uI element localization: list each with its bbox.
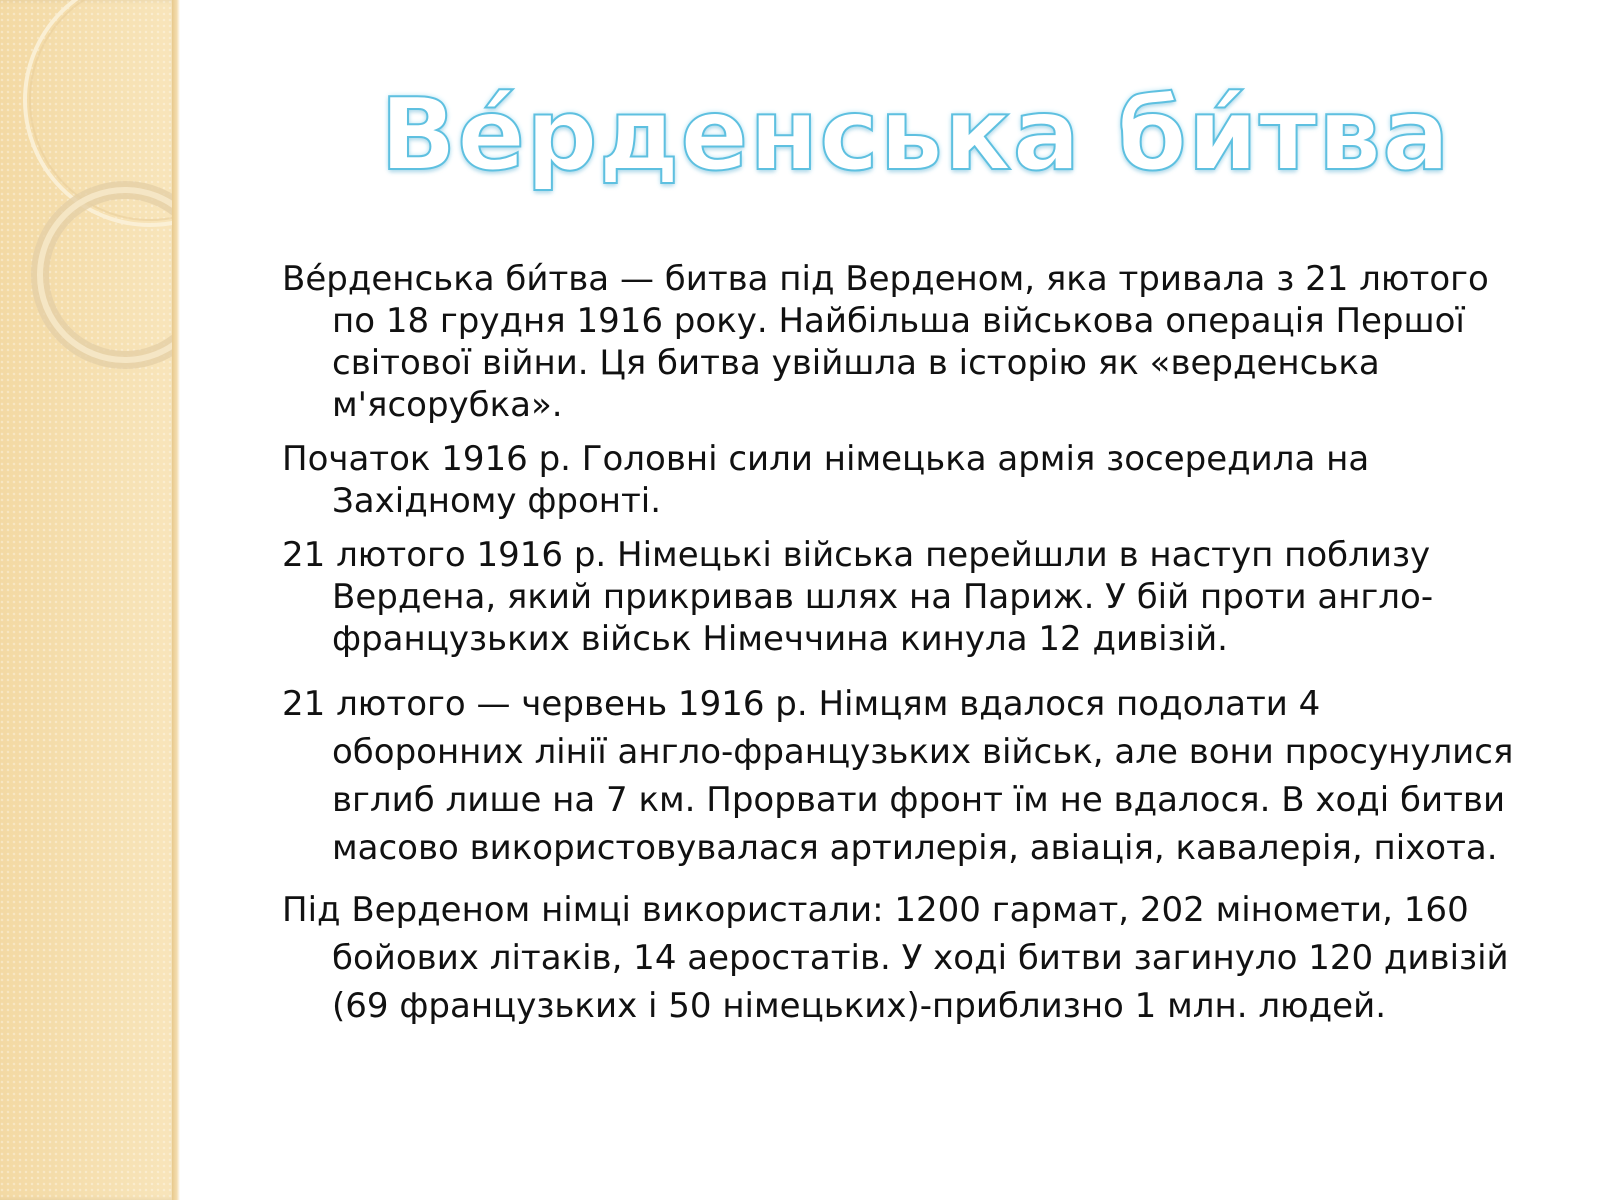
slide-body <box>282 258 1522 1030</box>
paragraph-losses: Під Верденом німці використали: 1200 гармат, 202 міномети, 160 бойових літаків, 14 аеростатів. У ході битви загинуло 120 дивізій (69 французьких і 50 німецьких)-приблизно 1 млн. людей. <box>282 890 1509 1026</box>
paragraph-intro: Ве́рденська би́тва — битва під Верденом, яка тривала з 21 лютого по 18 грудня 1916 року. Найбільша військова операція Першої світової війни. Ця битва увійшла в історію як «верденська м'ясорубка». <box>282 259 1489 425</box>
paragraph-beginning: Початок 1916 р. Головні сили німецька армія зосередила на Західному фронті. <box>282 439 1370 521</box>
paragraph-progress: 21 лютого — червень 1916 р. Німцям вдалося подолати 4 оборонних лінії англо-французьких військ, але вони просунулися вглиб лише на 7 км. Прорвати фронт їм не вдалося. В ході битви масово використовувалася артилерія, авіація, кавалерія, піхота. <box>282 684 1514 868</box>
decorative-sidebar <box>0 0 178 1200</box>
paragraph-offensive: 21 лютого 1916 р. Німецькі війська перейшли в наступ поблизу Вердена, який прикривав шлях на Париж. У бій проти англо-французьких військ Німеччина кинула 12 дивізій. <box>282 535 1434 659</box>
slide-title: Ве́рденська би́тва <box>380 76 1451 193</box>
sidebar-edge <box>172 0 180 1200</box>
decorative-rings-icon <box>0 0 178 420</box>
